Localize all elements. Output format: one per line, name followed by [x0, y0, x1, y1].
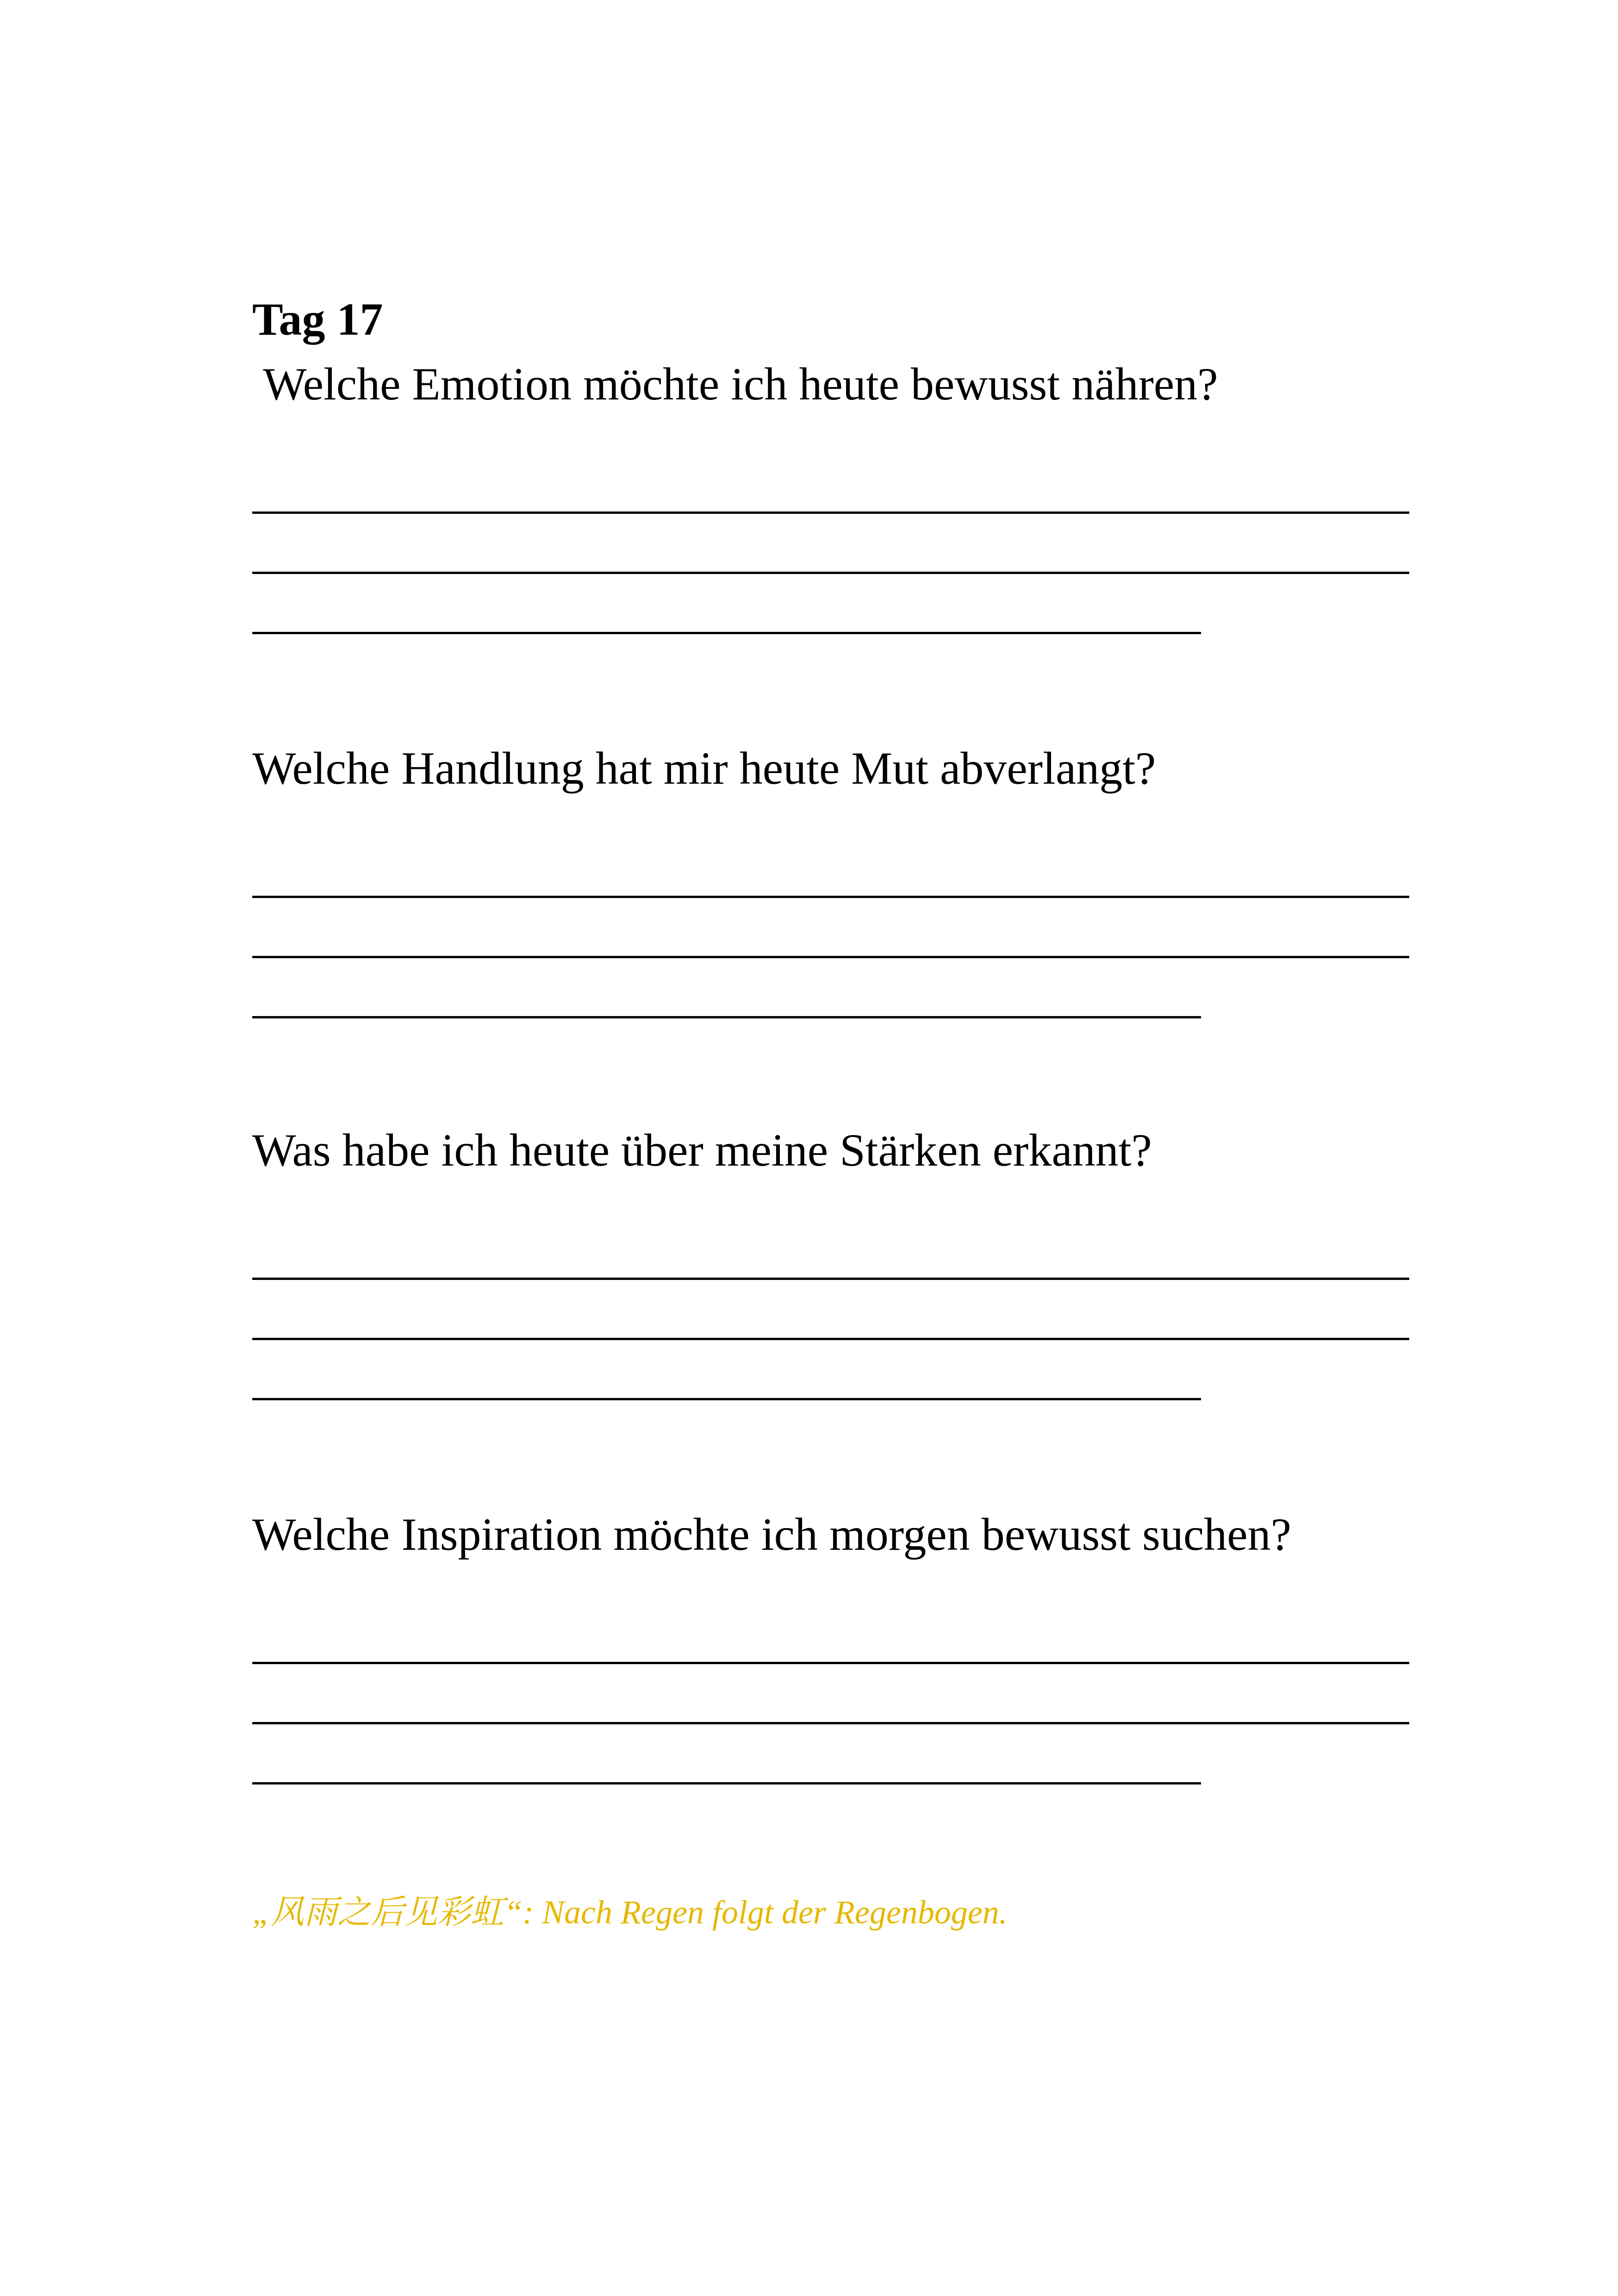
day-title: Tag 17	[252, 293, 383, 345]
question-2: Welche Handlung hat mir heute Mut abverlangt?	[252, 742, 1156, 794]
answer-line[interactable]	[252, 632, 1201, 634]
question-1: Welche Emotion möchte ich heute bewusst nähren?	[252, 358, 1218, 410]
question-3: Was habe ich heute über meine Stärken erkannt?	[252, 1124, 1152, 1176]
answer-line[interactable]	[252, 1338, 1409, 1340]
question-block-4	[252, 1511, 1409, 1558]
question-block-3	[252, 1124, 1409, 1176]
answer-line[interactable]	[252, 1398, 1201, 1400]
answer-line[interactable]	[252, 896, 1409, 898]
question-4: Welche Inspiration möchte ich morgen bewusst suchen?	[252, 1509, 1292, 1560]
answer-line[interactable]	[252, 1782, 1201, 1784]
closing-quote: „风雨之后见彩虹“: Nach Regen folgt der Regenbogen.	[252, 1894, 1008, 1931]
answer-line[interactable]	[252, 512, 1409, 514]
answer-line[interactable]	[252, 572, 1409, 574]
question-block-2	[252, 742, 1409, 794]
answer-line[interactable]	[252, 1016, 1201, 1018]
answer-line[interactable]	[252, 1278, 1409, 1280]
answer-line[interactable]	[252, 1722, 1409, 1724]
question-block-1	[252, 358, 1409, 410]
answer-line[interactable]	[252, 956, 1409, 958]
answer-line[interactable]	[252, 1662, 1409, 1664]
